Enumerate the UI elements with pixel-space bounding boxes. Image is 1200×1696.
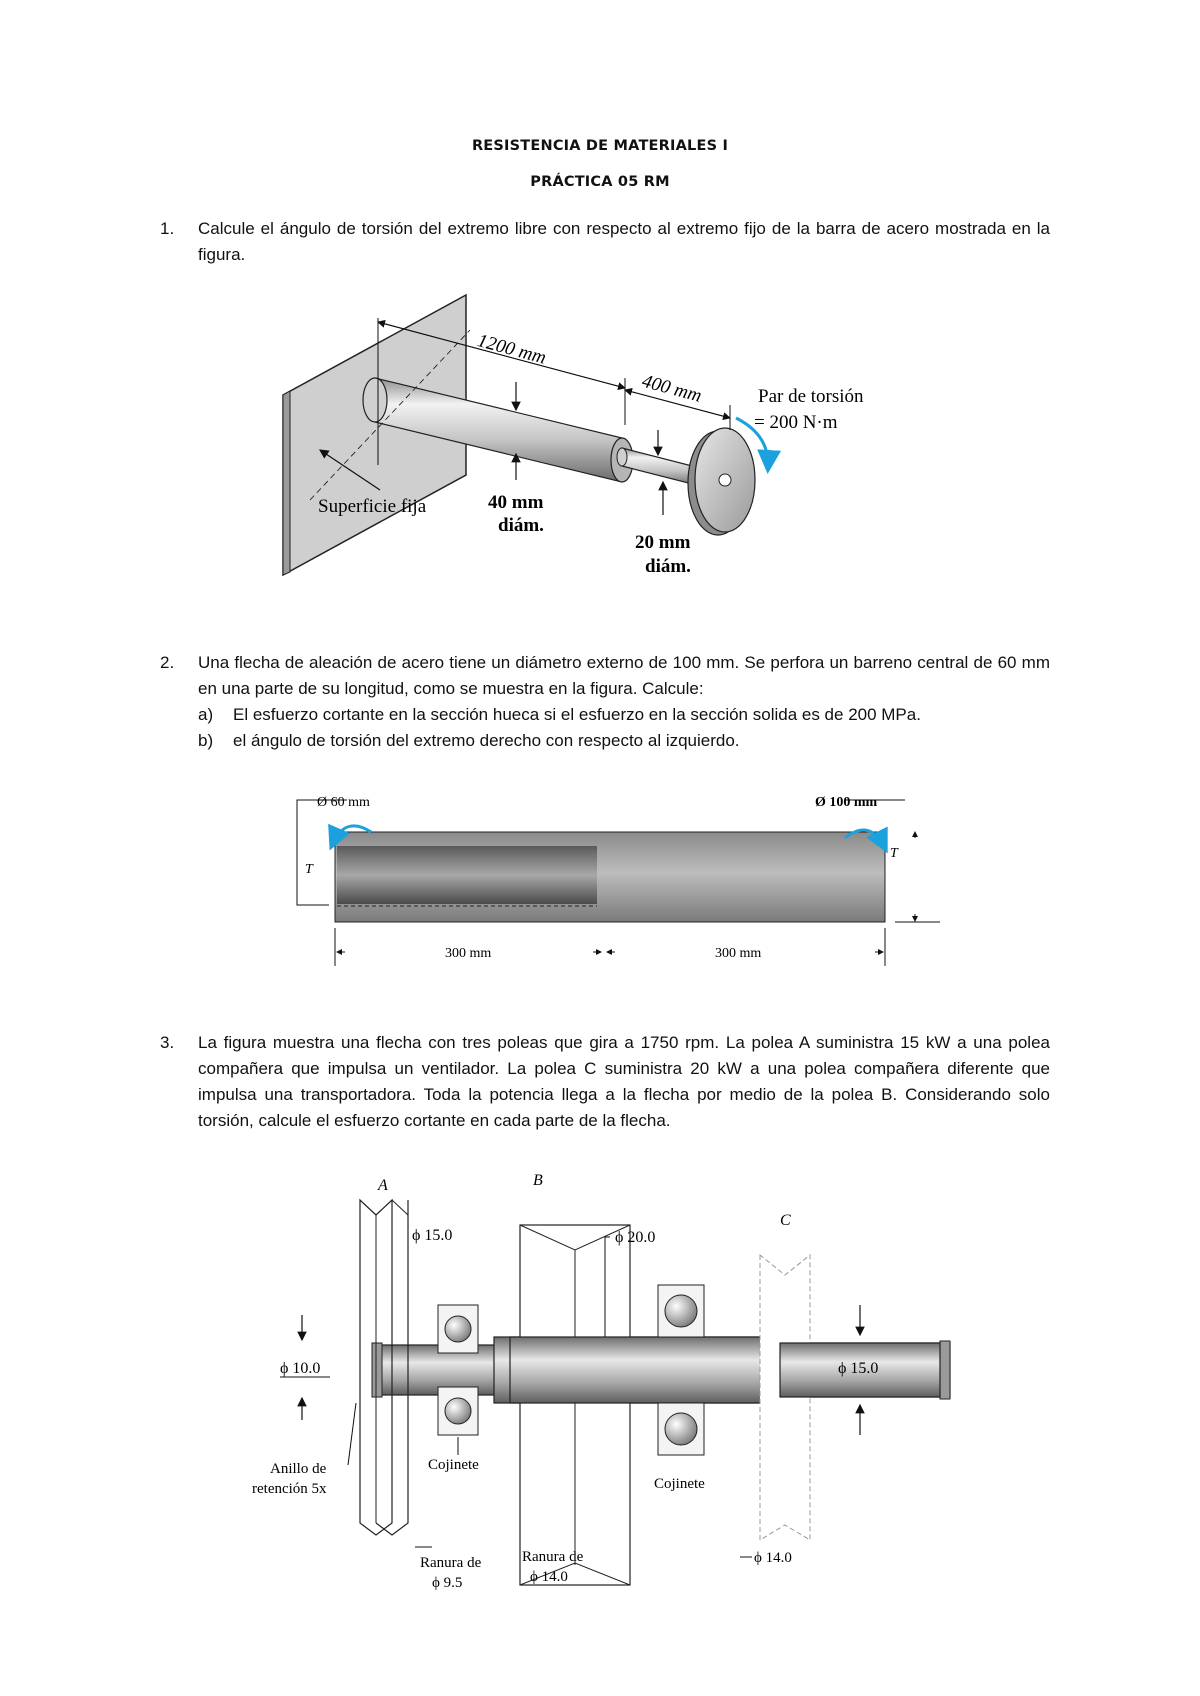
pulley-c-label: C: [780, 1212, 791, 1229]
part-text: El esfuerzo cortante en la sección hueca si el esfuerzo en la sección solida es de 200 MPa.: [233, 705, 921, 724]
groove-2-label-line2: ϕ 14.0: [530, 1569, 568, 1585]
diameter-20-unit: diám.: [645, 556, 691, 577]
problem-3: [160, 1030, 1050, 1134]
right-torque-label: T: [890, 846, 898, 861]
part-label: b): [198, 731, 214, 750]
document-title: RESISTENCIA DE MATERIALES I: [471, 138, 729, 154]
left-diameter-label: ϕ 10.0: [280, 1360, 321, 1377]
document-subtitle: PRÁCTICA 05 RM: [530, 174, 670, 190]
problem-number: 3.: [160, 1033, 175, 1052]
problem-text: Una flecha de aleación de acero tiene un diámetro externo de 100 mm. Se perfora un barreno central de 60 mm en una parte de su longitud, como se muestra en la figura. Calcule:: [198, 653, 1050, 698]
pulley-a-label: A: [378, 1177, 388, 1194]
left-length-label: 300 mm: [445, 946, 492, 961]
bearing-left-label: Cojinete: [428, 1457, 479, 1473]
part-text: el ángulo de torsión del extremo derecho con respecto al izquierdo.: [233, 731, 740, 750]
figure-1-stepped-bar: [270, 290, 910, 600]
problem-1: [160, 216, 1050, 268]
pulley-a-diameter: ϕ 15.0: [412, 1227, 453, 1244]
groove-2-label-line1: Ranura de: [522, 1549, 584, 1565]
part-label: a): [198, 705, 214, 724]
length-400-label: 400 mm: [639, 370, 704, 407]
retaining-ring-label-line1: Anillo de: [270, 1461, 327, 1477]
right-length-label: 300 mm: [715, 946, 762, 961]
figure-3-pulley-shaft: [252, 1165, 970, 1605]
retaining-ring-label-line2: retención 5x: [252, 1481, 327, 1497]
torque-label-line1: Par de torsión: [758, 386, 864, 407]
left-torque-label: T: [305, 862, 313, 877]
pulley-b-label: B: [533, 1172, 543, 1189]
problem-text: Calcule el ángulo de torsión del extremo libre con respecto al extremo fijo de la barra de acero mostrada en la figura.: [198, 219, 1050, 264]
bearing-right-label: Cojinete: [654, 1476, 705, 1492]
problem-2-part-a: [198, 702, 1050, 728]
groove-1-label-line2: ϕ 9.5: [432, 1575, 463, 1591]
diameter-40-label: 40 mm: [488, 492, 544, 513]
fixed-surface-label: Superficie fija: [318, 496, 427, 517]
shaft-b-diameter: ϕ 20.0: [615, 1229, 656, 1246]
problem-2-part-b: [198, 728, 1050, 754]
torque-label-line2: = 200 N·m: [754, 412, 838, 433]
problem-text: La figura muestra una flecha con tres poleas que gira a 1750 rpm. La polea A suministra 15 kW a una polea compañera que impulsa un ventilador. La polea C suministra 20 kW a una polea compañera diferente que impulsa una transportadora. Toda la potencia llega a la flecha por medio de la polea B. Considerando solo torsión, calcule el esfuerzo cortante en cada parte de la flecha.: [198, 1033, 1050, 1130]
shaft-c-diameter: ϕ 14.0: [754, 1550, 792, 1566]
groove-1-label-line1: Ranura de: [420, 1555, 482, 1571]
figure-2-hollow-shaft: [285, 780, 945, 970]
problem-2: [160, 650, 1050, 754]
problem-number: 2.: [160, 653, 175, 672]
diameter-20-label: 20 mm: [635, 532, 691, 553]
length-1200-label: 1200 mm: [475, 330, 549, 369]
problem-number: 1.: [160, 219, 175, 238]
bore-section: [337, 846, 597, 904]
diameter-40-unit: diám.: [498, 515, 544, 536]
bore-diameter-label: Ø 60 mm: [317, 795, 370, 810]
outer-diameter-label: Ø 100 mm: [815, 795, 878, 810]
right-diameter-label: ϕ 15.0: [838, 1360, 879, 1377]
